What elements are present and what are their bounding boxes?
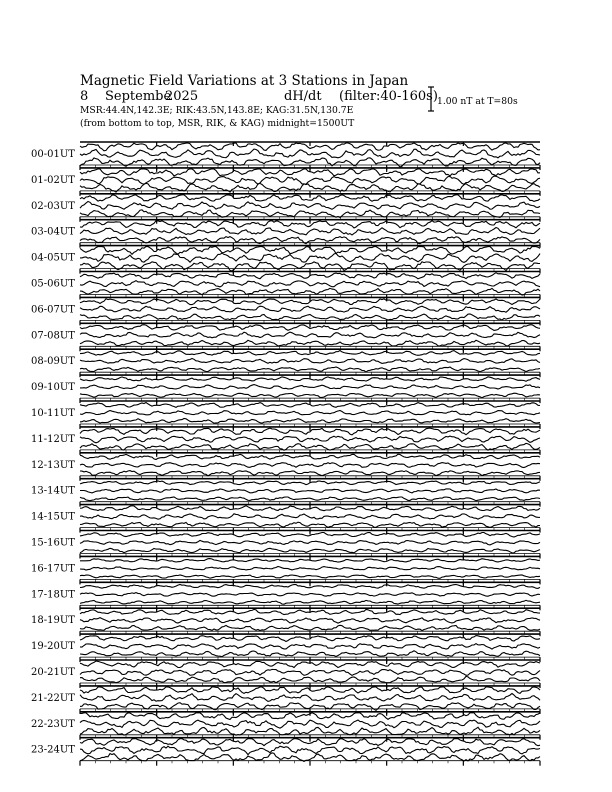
- trace-msr: [80, 340, 540, 346]
- hour-label: 13-14UT: [31, 485, 75, 497]
- trace-msr: [80, 367, 540, 372]
- trace-rik: [80, 306, 540, 312]
- hour-panel: [31, 272, 540, 300]
- hour-panel: [31, 556, 540, 584]
- trace-msr: [80, 727, 540, 735]
- trace-rik: [80, 436, 540, 443]
- trace-msr: [80, 210, 540, 218]
- hour-label: 16-17UT: [31, 563, 75, 575]
- hour-label: 19-20UT: [31, 641, 75, 653]
- hour-panel: [31, 323, 540, 351]
- trace-rik: [80, 644, 540, 650]
- trace-rik: [80, 202, 540, 210]
- hour-panel: [31, 220, 540, 248]
- hour-label: 01-02UT: [31, 174, 75, 186]
- hour-label: 07-08UT: [31, 330, 75, 342]
- hour-label: 14-15UT: [31, 511, 75, 523]
- date-day: 8: [80, 89, 89, 104]
- date-year: 2025: [165, 89, 199, 104]
- hour-panel: [31, 582, 540, 610]
- hour-panel: [31, 375, 540, 403]
- trace-msr: [80, 625, 540, 630]
- hour-panel: [31, 531, 540, 559]
- hour-label: 08-09UT: [31, 356, 75, 368]
- hour-label: 20-21UT: [31, 667, 75, 678]
- order-note: (from bottom to top, MSR, RIK, & KAG) midnight=1500UT: [80, 118, 355, 129]
- hour-panel: [31, 505, 540, 533]
- hour-label: 04-05UT: [31, 252, 75, 264]
- trace-kag: [80, 713, 540, 720]
- hour-label: 10-11UT: [31, 408, 75, 419]
- trace-rik: [80, 694, 540, 702]
- hour-panel: [31, 738, 540, 766]
- hour-panel: [31, 660, 540, 688]
- hour-label: 23-24UT: [31, 744, 75, 756]
- trace-kag: [80, 247, 540, 255]
- hour-label: 17-18UT: [31, 589, 75, 601]
- trace-rik: [80, 253, 540, 262]
- hour-panel: [31, 297, 540, 325]
- trace-msr: [80, 471, 540, 476]
- trace-rik: [80, 359, 540, 364]
- hour-panel: [31, 712, 540, 740]
- quantity-label: dH/dt: [284, 89, 322, 104]
- hour-label: 05-06UT: [31, 278, 75, 290]
- trace-msr: [80, 288, 540, 295]
- hour-panel: [31, 194, 540, 222]
- trace-msr: [80, 676, 540, 682]
- scale-bar: [428, 87, 434, 111]
- trace-rik: [80, 463, 540, 468]
- trace-rik: [80, 385, 540, 389]
- hour-panel: [31, 168, 540, 196]
- trace-msr: [80, 548, 540, 553]
- trace-rik: [80, 281, 540, 287]
- hour-label: 21-22UT: [31, 692, 75, 704]
- trace-rik: [80, 746, 540, 754]
- hour-label: 09-10UT: [31, 382, 75, 394]
- date-month: Septembe: [105, 89, 172, 104]
- hour-panel: [31, 401, 540, 429]
- trace-rik: [80, 332, 540, 338]
- trace-msr: [80, 419, 540, 424]
- trace-msr: [80, 314, 540, 320]
- trace-rik: [80, 618, 540, 624]
- scale-label: 1.00 nT at T=80s: [437, 96, 518, 107]
- hour-label: 02-03UT: [31, 200, 75, 212]
- trace-rik: [80, 669, 540, 675]
- hour-panel: [31, 686, 540, 714]
- hour-label: 00-01UT: [31, 149, 75, 160]
- trace-msr: [80, 575, 540, 578]
- trace-rik: [80, 540, 540, 545]
- hour-panel: [31, 479, 540, 507]
- trace-rik: [80, 514, 540, 519]
- chart-title: Magnetic Field Variations at 3 Stations in Japan: [80, 73, 409, 89]
- hour-panel: [31, 453, 540, 481]
- trace-msr: [80, 393, 540, 398]
- hour-label: 15-16UT: [31, 537, 75, 549]
- trace-rik: [80, 489, 540, 493]
- trace-msr: [80, 600, 540, 604]
- trace-rik: [80, 720, 540, 728]
- trace-msr: [80, 753, 540, 762]
- hour-panel: [31, 608, 540, 636]
- trace-rik: [80, 149, 540, 158]
- hour-panel: [31, 634, 540, 662]
- trace-msr: [80, 443, 540, 450]
- hour-label: 11-12UT: [31, 433, 75, 445]
- trace-rik: [80, 176, 540, 184]
- hour-label: 18-19UT: [31, 615, 75, 627]
- hour-label: 06-07UT: [31, 304, 75, 316]
- hour-panel: [31, 142, 540, 170]
- hour-label: 03-04UT: [31, 226, 75, 238]
- hour-label: 12-13UT: [31, 459, 75, 471]
- filter-label: (filter:40-160s): [339, 89, 438, 104]
- trace-msr: [80, 651, 540, 657]
- trace-rik: [80, 411, 540, 415]
- hour-panel: [31, 427, 540, 455]
- hour-panel: [31, 246, 540, 274]
- trace-rik: [80, 593, 540, 597]
- trace-msr: [80, 497, 540, 501]
- trace-rik: [80, 567, 540, 571]
- hour-panel: [31, 349, 540, 377]
- trace-rik: [80, 228, 540, 235]
- stations-label: MSR:44.4N,142.3E; RIK:43.5N,143.8E; KAG:31.5N,130.7E: [80, 105, 354, 116]
- trace-msr: [80, 522, 540, 527]
- hour-label: 22-23UT: [31, 718, 75, 730]
